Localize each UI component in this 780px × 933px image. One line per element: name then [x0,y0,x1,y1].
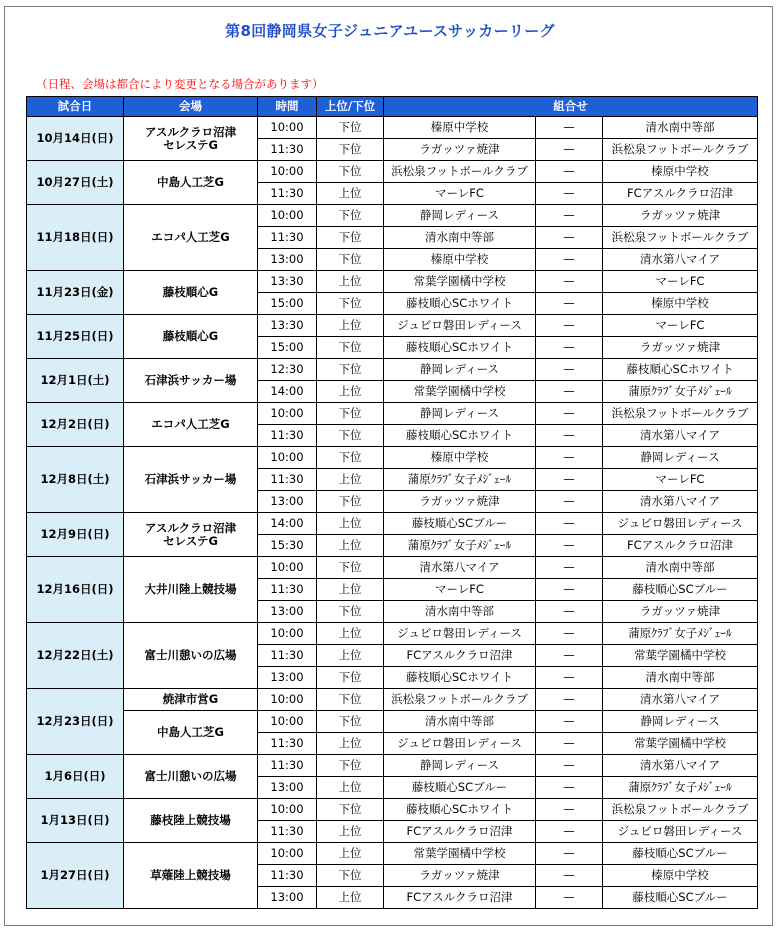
match-division: 下位 [317,293,384,315]
home-team: 静岡レディース [384,403,536,425]
versus-dash: — [536,469,603,491]
away-team: 清水第八マイア [603,755,758,777]
match-division: 下位 [317,447,384,469]
table-row [27,557,758,579]
match-division: 下位 [317,337,384,359]
match-division: 下位 [317,403,384,425]
away-team: 蒲原ｸﾗﾌﾞ女子ﾒｼﾞｪｰﾙ [603,381,758,403]
away-team: 藤枝順心SCブルー [603,843,758,865]
versus-dash: — [536,403,603,425]
venue-name: アスルクラロ沼津 セレステG [124,117,258,161]
away-team: 静岡レディース [603,447,758,469]
match-division: 下位 [317,359,384,381]
match-division: 上位 [317,821,384,843]
match-time: 13:00 [258,249,317,271]
versus-dash: — [536,711,603,733]
match-division: 下位 [317,755,384,777]
versus-dash: — [536,645,603,667]
venue-name: エコパ人工芝G [124,205,258,271]
match-time: 11:30 [258,183,317,205]
venue-name: 富士川憩いの広場 [124,755,258,799]
away-team: マーレFC [603,315,758,337]
match-division: 上位 [317,513,384,535]
match-date: 12月8日(土) [27,447,124,513]
match-time: 10:00 [258,447,317,469]
home-team: ジュビロ磐田レディース [384,733,536,755]
schedule-note: （日程、会場は都合により変更となる場合があります） [36,77,324,91]
away-team: 蒲原ｸﾗﾌﾞ女子ﾒｼﾞｪｰﾙ [603,777,758,799]
match-time: 10:00 [258,557,317,579]
match-division: 上位 [317,535,384,557]
away-team: 藤枝順心SCブルー [603,579,758,601]
match-time: 11:30 [258,139,317,161]
page-title: 第8回静岡県女子ジュニアユースサッカーリーグ [225,22,555,40]
match-time: 11:30 [258,755,317,777]
match-division: 下位 [317,865,384,887]
match-time: 13:00 [258,777,317,799]
home-team: ジュビロ磐田レディース [384,623,536,645]
header-time: 時間 [258,97,317,117]
versus-dash: — [536,513,603,535]
table-row [27,315,758,337]
table-row [27,271,758,293]
match-time: 13:30 [258,271,317,293]
versus-dash: — [536,293,603,315]
match-time: 14:00 [258,513,317,535]
away-team: 清水南中等部 [603,667,758,689]
home-team: FCアスルクラロ沼津 [384,821,536,843]
home-team: 榛原中学校 [384,447,536,469]
table-row [27,711,758,733]
match-division: 下位 [317,601,384,623]
match-division: 上位 [317,645,384,667]
away-team: 榛原中学校 [603,865,758,887]
match-time: 11:30 [258,579,317,601]
home-team: 藤枝順心SCホワイト [384,425,536,447]
match-time: 11:30 [258,645,317,667]
match-time: 10:00 [258,623,317,645]
away-team: FCアスルクラロ沼津 [603,183,758,205]
home-team: 蒲原ｸﾗﾌﾞ女子ﾒｼﾞｪｰﾙ [384,469,536,491]
table-row [27,161,758,183]
versus-dash: — [536,381,603,403]
venue-name: 石津浜サッカー場 [124,359,258,403]
match-division: 上位 [317,623,384,645]
match-date: 12月9日(日) [27,513,124,557]
away-team: 常葉学園橘中学校 [603,645,758,667]
venue-name: 中島人工芝G [124,711,258,755]
venue-name: エコパ人工芝G [124,403,258,447]
home-team: ジュビロ磐田レディース [384,315,536,337]
match-date: 1月27日(日) [27,843,124,909]
match-division: 下位 [317,491,384,513]
match-division: 上位 [317,733,384,755]
home-team: FCアスルクラロ沼津 [384,645,536,667]
match-division: 下位 [317,689,384,711]
match-date: 12月16日(日) [27,557,124,623]
home-team: 静岡レディース [384,755,536,777]
away-team: 清水第八マイア [603,491,758,513]
match-time: 11:30 [258,865,317,887]
table-row [27,843,758,865]
match-time: 15:00 [258,337,317,359]
match-division: 上位 [317,271,384,293]
versus-dash: — [536,249,603,271]
match-division: 下位 [317,227,384,249]
match-division: 下位 [317,557,384,579]
away-team: ジュビロ磐田レディース [603,821,758,843]
versus-dash: — [536,227,603,249]
header-date: 試合日 [27,97,124,117]
versus-dash: — [536,865,603,887]
venue-name: 藤枝陸上競技場 [124,799,258,843]
schedule-table [26,96,758,909]
match-date: 11月25日(日) [27,315,124,359]
away-team: ラガッツァ焼津 [603,601,758,623]
match-time: 13:00 [258,601,317,623]
away-team: ラガッツァ焼津 [603,205,758,227]
match-time: 11:30 [258,227,317,249]
match-time: 11:30 [258,821,317,843]
away-team: 浜松泉フットボールクラブ [603,139,758,161]
versus-dash: — [536,337,603,359]
versus-dash: — [536,733,603,755]
versus-dash: — [536,579,603,601]
table-row [27,359,758,381]
away-team: FCアスルクラロ沼津 [603,535,758,557]
match-division: 上位 [317,777,384,799]
venue-name: 石津浜サッカー場 [124,447,258,513]
header-division: 上位/下位 [317,97,384,117]
table-row [27,447,758,469]
away-team: 清水第八マイア [603,425,758,447]
match-date: 1月13日(日) [27,799,124,843]
match-time: 15:00 [258,293,317,315]
versus-dash: — [536,799,603,821]
match-date: 10月27日(土) [27,161,124,205]
versus-dash: — [536,623,603,645]
match-time: 14:00 [258,381,317,403]
versus-dash: — [536,359,603,381]
away-team: 清水第八マイア [603,689,758,711]
venue-name: 大井川陸上競技場 [124,557,258,623]
home-team: 藤枝順心SCホワイト [384,667,536,689]
match-time: 13:00 [258,491,317,513]
home-team: ラガッツァ焼津 [384,865,536,887]
table-row [27,755,758,777]
home-team: 榛原中学校 [384,249,536,271]
match-division: 下位 [317,161,384,183]
match-time: 10:00 [258,403,317,425]
versus-dash: — [536,271,603,293]
home-team: 蒲原ｸﾗﾌﾞ女子ﾒｼﾞｪｰﾙ [384,535,536,557]
match-division: 下位 [317,799,384,821]
away-team: 浜松泉フットボールクラブ [603,799,758,821]
match-division: 下位 [317,139,384,161]
match-time: 11:30 [258,469,317,491]
versus-dash: — [536,117,603,139]
home-team: マーレFC [384,579,536,601]
versus-dash: — [536,491,603,513]
match-time: 11:30 [258,425,317,447]
away-team: 清水第八マイア [603,249,758,271]
match-time: 13:30 [258,315,317,337]
match-date: 1月6日(日) [27,755,124,799]
venue-name: 藤枝順心G [124,271,258,315]
table-row [27,205,758,227]
venue-name: 富士川憩いの広場 [124,623,258,689]
match-division: 下位 [317,667,384,689]
versus-dash: — [536,183,603,205]
table-row [27,689,758,711]
versus-dash: — [536,557,603,579]
header-row [27,97,758,117]
match-date: 12月23日(日) [27,689,124,755]
match-division: 上位 [317,843,384,865]
versus-dash: — [536,821,603,843]
versus-dash: — [536,689,603,711]
versus-dash: — [536,447,603,469]
match-division: 下位 [317,711,384,733]
away-team: 常葉学園橘中学校 [603,733,758,755]
table-row [27,117,758,139]
match-division: 上位 [317,315,384,337]
match-date: 11月18日(日) [27,205,124,271]
versus-dash: — [536,887,603,909]
header-matchup: 組合せ [384,97,758,117]
match-time: 10:00 [258,689,317,711]
match-time: 10:00 [258,711,317,733]
match-time: 15:30 [258,535,317,557]
match-time: 12:30 [258,359,317,381]
versus-dash: — [536,777,603,799]
venue-name: 藤枝順心G [124,315,258,359]
home-team: 藤枝順心SCホワイト [384,799,536,821]
match-time: 13:00 [258,887,317,909]
match-date: 12月1日(土) [27,359,124,403]
away-team: 浜松泉フットボールクラブ [603,403,758,425]
home-team: 浜松泉フットボールクラブ [384,161,536,183]
home-team: 静岡レディース [384,359,536,381]
away-team: 静岡レディース [603,711,758,733]
match-time: 10:00 [258,799,317,821]
table-row [27,623,758,645]
table-row [27,403,758,425]
home-team: 常葉学園橘中学校 [384,381,536,403]
match-date: 12月22日(土) [27,623,124,689]
venue-name: 焼津市営G [124,689,258,711]
versus-dash: — [536,667,603,689]
match-division: 上位 [317,579,384,601]
home-team: 藤枝順心SCホワイト [384,337,536,359]
home-team: 藤枝順心SCブルー [384,777,536,799]
match-division: 下位 [317,249,384,271]
away-team: 清水南中等部 [603,557,758,579]
venue-name: 草薙陸上競技場 [124,843,258,909]
match-date: 11月23日(金) [27,271,124,315]
away-team: 浜松泉フットボールクラブ [603,227,758,249]
home-team: 藤枝順心SCホワイト [384,293,536,315]
home-team: 榛原中学校 [384,117,536,139]
match-date: 12月2日(日) [27,403,124,447]
match-time: 13:00 [258,667,317,689]
versus-dash: — [536,315,603,337]
away-team: マーレFC [603,271,758,293]
away-team: ラガッツァ焼津 [603,337,758,359]
versus-dash: — [536,161,603,183]
away-team: 榛原中学校 [603,161,758,183]
away-team: ジュビロ磐田レディース [603,513,758,535]
match-division: 下位 [317,205,384,227]
versus-dash: — [536,755,603,777]
match-time: 10:00 [258,117,317,139]
home-team: FCアスルクラロ沼津 [384,887,536,909]
match-time: 11:30 [258,733,317,755]
home-team: 清水南中等部 [384,711,536,733]
home-team: 静岡レディース [384,205,536,227]
home-team: 浜松泉フットボールクラブ [384,689,536,711]
versus-dash: — [536,843,603,865]
versus-dash: — [536,205,603,227]
away-team: 藤枝順心SCホワイト [603,359,758,381]
away-team: 清水南中等部 [603,117,758,139]
versus-dash: — [536,535,603,557]
match-division: 上位 [317,381,384,403]
home-team: マーレFC [384,183,536,205]
versus-dash: — [536,139,603,161]
home-team: 清水南中等部 [384,227,536,249]
match-division: 下位 [317,425,384,447]
away-team: マーレFC [603,469,758,491]
home-team: 常葉学園橘中学校 [384,271,536,293]
table-row [27,799,758,821]
away-team: 榛原中学校 [603,293,758,315]
match-division: 下位 [317,117,384,139]
away-team: 蒲原ｸﾗﾌﾞ女子ﾒｼﾞｪｰﾙ [603,623,758,645]
versus-dash: — [536,601,603,623]
match-division: 上位 [317,183,384,205]
home-team: 常葉学園橘中学校 [384,843,536,865]
away-team: 藤枝順心SCブルー [603,887,758,909]
match-date: 10月14日(日) [27,117,124,161]
venue-name: アスルクラロ沼津 セレステG [124,513,258,557]
match-time: 10:00 [258,205,317,227]
match-division: 上位 [317,887,384,909]
home-team: 清水南中等部 [384,601,536,623]
table-row [27,513,758,535]
header-venue: 会場 [124,97,258,117]
versus-dash: — [536,425,603,447]
home-team: ラガッツァ焼津 [384,139,536,161]
home-team: 清水第八マイア [384,557,536,579]
match-time: 10:00 [258,843,317,865]
venue-name: 中島人工芝G [124,161,258,205]
home-team: ラガッツァ焼津 [384,491,536,513]
match-division: 上位 [317,469,384,491]
home-team: 藤枝順心SCブルー [384,513,536,535]
match-time: 10:00 [258,161,317,183]
